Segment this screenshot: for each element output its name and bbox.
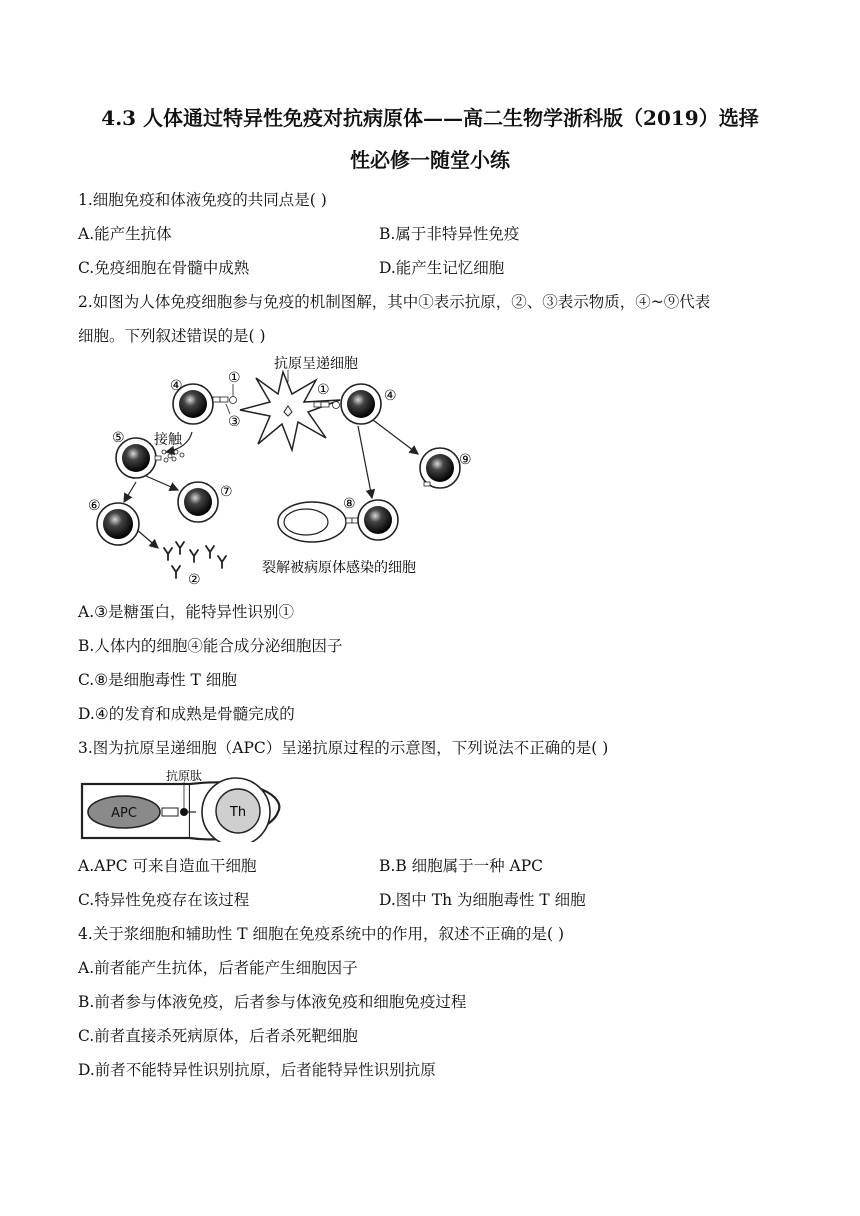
q1-option-c: C.免疫细胞在骨髓中成熟 — [78, 259, 250, 277]
peptide-label: 抗原肽 — [166, 769, 203, 783]
q4-option-d: D.前者不能特异性识别抗原，后者能特异性识别抗原 — [78, 1061, 436, 1079]
cell-9 — [420, 448, 460, 488]
q3-option-d: D.图中 Th 为细胞毒性 T 细胞 — [379, 891, 586, 909]
q3-stem: 3.图为抗原呈递细胞（APC）呈递抗原过程的示意图，下列说法不正确的是( ) — [78, 739, 609, 757]
cell-6 — [97, 503, 139, 545]
th-label: Th — [229, 805, 247, 820]
label-n4-right: ④ — [384, 388, 397, 404]
title-line-2: 性必修一随堂小练 — [350, 148, 510, 172]
q2-stem-line-2: 细胞。下列叙述错误的是( ) — [78, 327, 266, 345]
q3-option-c: C.特异性免疫存在该过程 — [78, 891, 250, 909]
label-n9: ⑨ — [459, 452, 472, 468]
q4-option-a: A.前者能产生抗体，后者能产生细胞因子 — [78, 959, 358, 977]
q2-option-b: B.人体内的细胞④能合成分泌细胞因子 — [78, 637, 343, 655]
label-n2: ② — [188, 572, 201, 588]
q4-option-c: C.前者直接杀死病原体，后者杀死靶细胞 — [78, 1027, 358, 1045]
apc-presentation-figure — [78, 768, 282, 842]
q2-option-a: A.③是糖蛋白，能特异性识别① — [78, 603, 295, 621]
label-n4-left — [170, 378, 183, 394]
q2-option-d: D.④的发育和成熟是骨髓完成的 — [78, 705, 295, 723]
label-n3: ③ — [228, 414, 241, 430]
q4-option-b: B.前者参与体液免疫，后者参与体液免疫和细胞免疫过程 — [78, 993, 467, 1011]
infected-target-cell — [278, 502, 346, 542]
q3-option-a: A.APC 可来自造血干细胞 — [78, 857, 257, 875]
q1-option-d: D.能产生记忆细胞 — [379, 259, 505, 277]
q1-option-a: A.能产生抗体 — [78, 225, 172, 243]
cell-7 — [178, 482, 218, 522]
label-n5: ⑤ — [112, 430, 125, 446]
q2-stem-line-1: 2.如图为人体免疫细胞参与免疫的机制图解，其中①表示抗原，②、③表示物质，④~⑨代表 — [78, 293, 711, 311]
label-n6: ⑥ — [88, 498, 101, 514]
svg-text:④: ④ — [170, 378, 183, 394]
antigen-peptide-dot — [180, 808, 188, 816]
q2-option-c: C.⑧是细胞毒性 T 细胞 — [78, 671, 237, 689]
q1-option-b: B.属于非特异性免疫 — [379, 225, 520, 243]
lysis-label: 裂解被病原体感染的细胞 — [262, 560, 416, 576]
apc-label: 抗原呈递细胞 — [274, 356, 358, 372]
title-line-1: 4.3 人体通过特异性免疫对抗病原体——高二生物学浙科版（2019）选择 — [101, 106, 759, 130]
q4-stem: 4.关于浆细胞和辅助性 T 细胞在免疫系统中的作用，叙述不正确的是( ) — [78, 925, 565, 943]
q1-stem: 1.细胞免疫和体液免疫的共同点是( ) — [78, 191, 327, 209]
label-n7: ⑦ — [220, 484, 233, 500]
label-n1-right: ① — [317, 382, 330, 398]
label-n1-left: ① — [228, 370, 241, 386]
contact-particles — [162, 450, 184, 462]
label-n8: ⑧ — [343, 496, 356, 512]
apc-label: APC — [111, 806, 137, 821]
contact-label: 接触 — [154, 432, 182, 448]
q3-option-b: B.B 细胞属于一种 APC — [379, 857, 544, 875]
immune-mechanism-figure — [78, 352, 478, 590]
